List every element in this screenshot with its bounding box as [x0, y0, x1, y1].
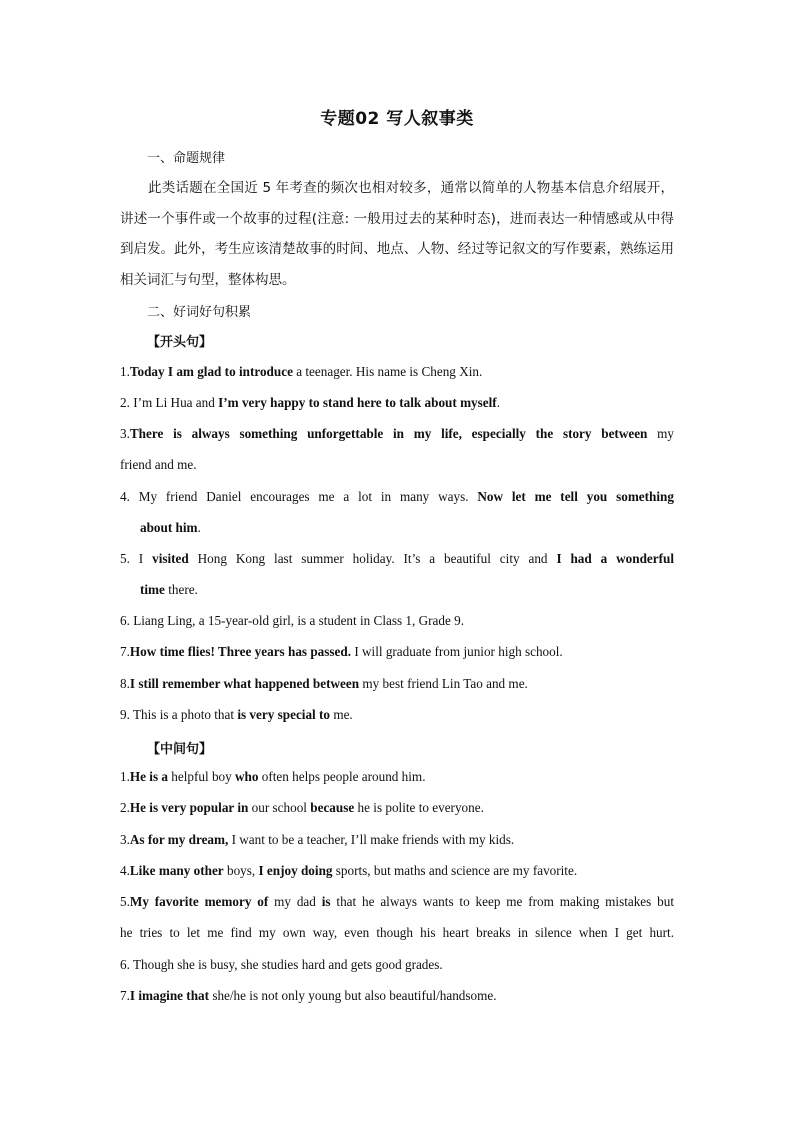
- item-number: 1.: [120, 364, 130, 379]
- key-phrase: visited: [152, 551, 189, 566]
- opening-sentence-line: [120, 613, 464, 629]
- key-phrase: Like many other: [129, 863, 224, 878]
- sentence-text: our school: [248, 800, 311, 815]
- key-phrase: about him: [140, 520, 198, 535]
- key-phrase: My favorite memory of: [129, 894, 269, 909]
- sentence-text: my: [647, 426, 674, 441]
- section-heading-phrases: 二、好词好句积累: [147, 305, 252, 320]
- opening-sentence-line: [140, 520, 201, 536]
- middle-sentences-label: 【中间句】: [147, 742, 213, 757]
- sentence-text: my dad: [268, 894, 322, 909]
- sentence-text: Hong Kong last summer holiday. It’s a beautiful city and: [188, 551, 557, 566]
- middle-sentence-line: [120, 800, 484, 816]
- sentence-text: he tries to let me find my own way, even though his heart breaks in silence when I get hurt.: [120, 925, 674, 940]
- sentence-text: friend and me.: [120, 457, 197, 472]
- item-number: 3.: [120, 426, 130, 441]
- item-number: 7.: [120, 988, 130, 1003]
- key-phrase: He is a: [129, 769, 168, 784]
- item-number: 1.: [120, 769, 130, 784]
- sentence-text: often helps people around him.: [258, 769, 426, 784]
- item-number: 6.: [120, 957, 130, 972]
- sentence-text: helpful boy: [168, 769, 236, 784]
- key-phrase: Now let me tell you something: [477, 489, 674, 504]
- item-number: 9.: [120, 707, 130, 722]
- sentence-text: Though she is busy, she studies hard and gets good grades.: [129, 957, 443, 972]
- middle-sentence-line: [120, 769, 426, 785]
- opening-sentence-line: [120, 676, 528, 692]
- item-number: 4.: [120, 489, 130, 504]
- key-phrase: who: [235, 769, 259, 784]
- sentence-text: I want to be a teacher, I’ll make friends with my kids.: [228, 832, 515, 847]
- opening-sentence-line: [120, 551, 674, 567]
- item-number: 7.: [120, 644, 130, 659]
- key-phrase: is: [321, 894, 331, 909]
- sentence-text: sports, but maths and science are my favorite.: [332, 863, 578, 878]
- item-number: 8.: [120, 676, 130, 691]
- key-phrase: I’m very happy to stand here to talk about myself: [218, 395, 497, 410]
- page-title: 专题02 写人叙事类: [320, 109, 474, 129]
- opening-sentence-line: [120, 644, 563, 660]
- key-phrase: I had a wonderful: [556, 551, 675, 566]
- key-phrase: As for my dream,: [129, 832, 229, 847]
- key-phrase: I still remember what happened between: [129, 676, 360, 691]
- middle-sentence-line: [120, 925, 674, 941]
- sentence-text: she/he is not only young but also beautiful/handsome.: [209, 988, 497, 1003]
- key-phrase: I enjoy doing: [258, 863, 333, 878]
- item-number: 3.: [120, 832, 130, 847]
- item-number: 5.: [120, 551, 130, 566]
- sentence-text: .: [496, 395, 500, 410]
- key-phrase: I imagine that: [129, 988, 210, 1003]
- item-number: 6.: [120, 613, 130, 628]
- sentence-text: Liang Ling, a 15-year-old girl, is a student in Class 1, Grade 9.: [129, 613, 465, 628]
- sentence-text: my best friend Lin Tao and me.: [359, 676, 528, 691]
- middle-sentence-line: [120, 894, 674, 910]
- key-phrase: There is always something unforgettable in my life, especially the story between: [129, 426, 648, 441]
- sentence-text: there.: [164, 582, 198, 597]
- key-phrase: because: [310, 800, 355, 815]
- section-heading-rules: 一、命题规律: [147, 151, 226, 166]
- middle-sentence-line: [120, 957, 443, 973]
- middle-sentence-line: [120, 988, 497, 1004]
- sentence-text: he is polite to everyone.: [354, 800, 484, 815]
- sentence-text: that he always wants to keep me from making mistakes but: [330, 894, 675, 909]
- key-phrase: time: [140, 582, 165, 597]
- middle-sentence-line: [120, 832, 514, 848]
- item-number: 2.: [120, 395, 130, 410]
- opening-sentence-line: [120, 426, 674, 442]
- item-number: 5.: [120, 894, 130, 909]
- sentence-text: This is a photo that: [129, 707, 238, 722]
- sentence-text: I’m Li Hua and: [129, 395, 219, 410]
- sentence-text: .: [197, 520, 201, 535]
- sentence-text: I: [129, 551, 153, 566]
- item-number: 2.: [120, 800, 130, 815]
- sentence-text: My friend Daniel encourages me a lot in many ways.: [129, 489, 478, 504]
- sentence-text: me.: [330, 707, 353, 722]
- key-phrase: He is very popular in: [129, 800, 249, 815]
- opening-sentence-line: [120, 707, 353, 723]
- sentence-text: a teenager. His name is Cheng Xin.: [292, 364, 483, 379]
- sentence-text: I will graduate from junior high school.: [351, 644, 563, 659]
- item-number: 4.: [120, 863, 130, 878]
- key-phrase: Today I am glad to introduce: [129, 364, 293, 379]
- opening-sentence-line: [120, 489, 674, 505]
- middle-sentence-line: [120, 863, 577, 879]
- opening-sentence-line: [120, 364, 482, 380]
- key-phrase: How time flies! Three years has passed.: [129, 644, 352, 659]
- key-phrase: is very special to: [237, 707, 331, 722]
- sentence-text: boys,: [223, 863, 259, 878]
- rules-paragraph: 此类话题在全国近 5 年考查的频次也相对较多，通常以简单的人物基本信息介绍展开，讲述一个事件或一个故事的过程(注意: 一般用过去的某种时态)，进而表达一种情感或从中得到启发。此外，考生应该清楚故事的时间、地点、人物、经过等记叙文的写作要素，熟练运用相关词汇与句型，整体构思。: [120, 180, 674, 288]
- opening-sentence-line: [120, 457, 197, 473]
- opening-sentences-label: 【开头句】: [147, 335, 213, 350]
- opening-sentence-line: [140, 582, 198, 598]
- opening-sentence-line: [120, 395, 500, 411]
